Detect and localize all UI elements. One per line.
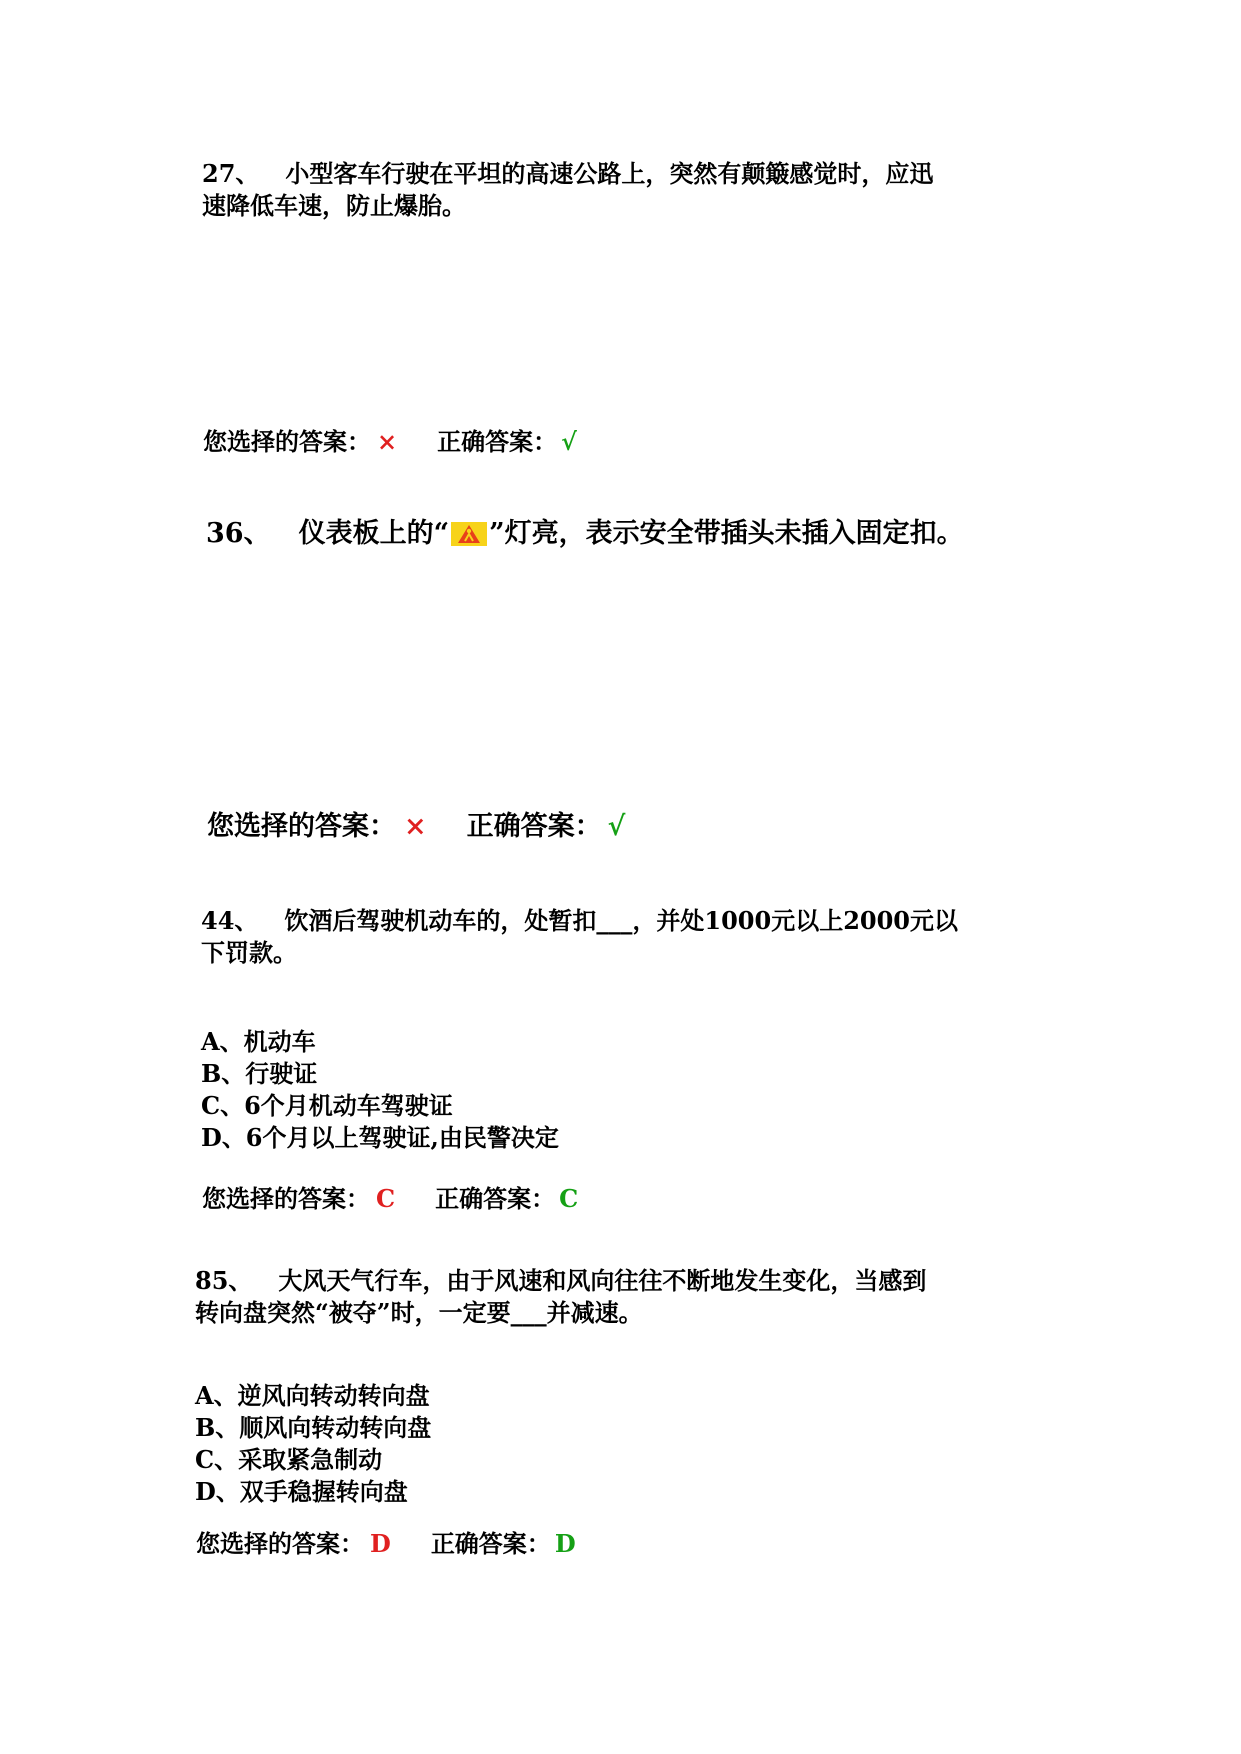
your-answer-value: × — [404, 811, 427, 842]
question-line-1: 饮酒后驾驶机动车的，处暂扣___，并处1000元以上2000元以 — [284, 906, 958, 935]
question-36-text — [206, 518, 964, 550]
option-b: B、行驶证 — [201, 1059, 318, 1088]
question-44-answer-row — [202, 1183, 578, 1215]
option-b: B、顺风向转动转向盘 — [195, 1413, 432, 1442]
question-text-before-icon: 仪表板上的“ — [298, 518, 450, 549]
correct-answer-value: C — [559, 1184, 579, 1213]
question-number: 85、 — [195, 1266, 253, 1295]
question-44-text — [201, 905, 958, 969]
your-answer-label: 您选择的答案： — [202, 1184, 370, 1213]
your-answer-value: C — [376, 1184, 396, 1213]
your-answer-label: 您选择的答案： — [207, 811, 396, 842]
seatbelt-warning-icon — [451, 522, 487, 546]
your-answer-value: D — [370, 1529, 391, 1558]
option-d: D、6个月以上驾驶证,由民警决定 — [201, 1123, 559, 1152]
your-answer-value: × — [377, 427, 398, 456]
correct-answer-label: 正确答案： — [437, 427, 558, 456]
correct-answer-value: D — [554, 1529, 576, 1558]
correct-answer-value: √ — [561, 427, 577, 456]
question-85-answer-row — [196, 1528, 576, 1560]
your-answer-label: 您选择的答案： — [196, 1529, 364, 1558]
correct-answer-label: 正确答案： — [466, 811, 602, 842]
question-line-1: 大风天气行车，由于风速和风向往往不断地发生变化，当感到 — [278, 1266, 927, 1295]
question-line-2: 下罚款。 — [201, 938, 297, 967]
option-a: A、逆风向转动转向盘 — [195, 1381, 430, 1410]
question-line-2: 转向盘突然“被夺”时，一定要___并减速。 — [195, 1298, 643, 1327]
question-27-text — [202, 158, 933, 222]
correct-answer-label: 正确答案： — [435, 1184, 556, 1213]
option-a: A、机动车 — [201, 1027, 316, 1056]
option-c: C、6个月机动车驾驶证 — [201, 1091, 453, 1120]
question-85-text — [195, 1265, 926, 1329]
question-line-2: 速降低车速，防止爆胎。 — [202, 191, 466, 220]
question-number: 44、 — [201, 906, 259, 935]
question-36-answer-row — [207, 811, 625, 843]
question-85-options — [195, 1380, 431, 1508]
question-number: 27、 — [202, 159, 260, 188]
question-44-options — [201, 1026, 559, 1154]
question-text-after-icon: ”灯亮，表示安全带插头未插入固定扣。 — [489, 518, 964, 549]
correct-answer-label: 正确答案： — [430, 1529, 551, 1558]
option-d: D、双手稳握转向盘 — [195, 1477, 408, 1506]
correct-answer-value: √ — [607, 811, 626, 842]
question-27-answer-row — [203, 426, 577, 458]
option-c: C、采取紧急制动 — [195, 1445, 383, 1474]
question-line-1: 小型客车行驶在平坦的高速公路上，突然有颠簸感觉时，应迅 — [285, 159, 934, 188]
question-number: 36、 — [206, 518, 271, 549]
your-answer-label: 您选择的答案： — [203, 427, 371, 456]
